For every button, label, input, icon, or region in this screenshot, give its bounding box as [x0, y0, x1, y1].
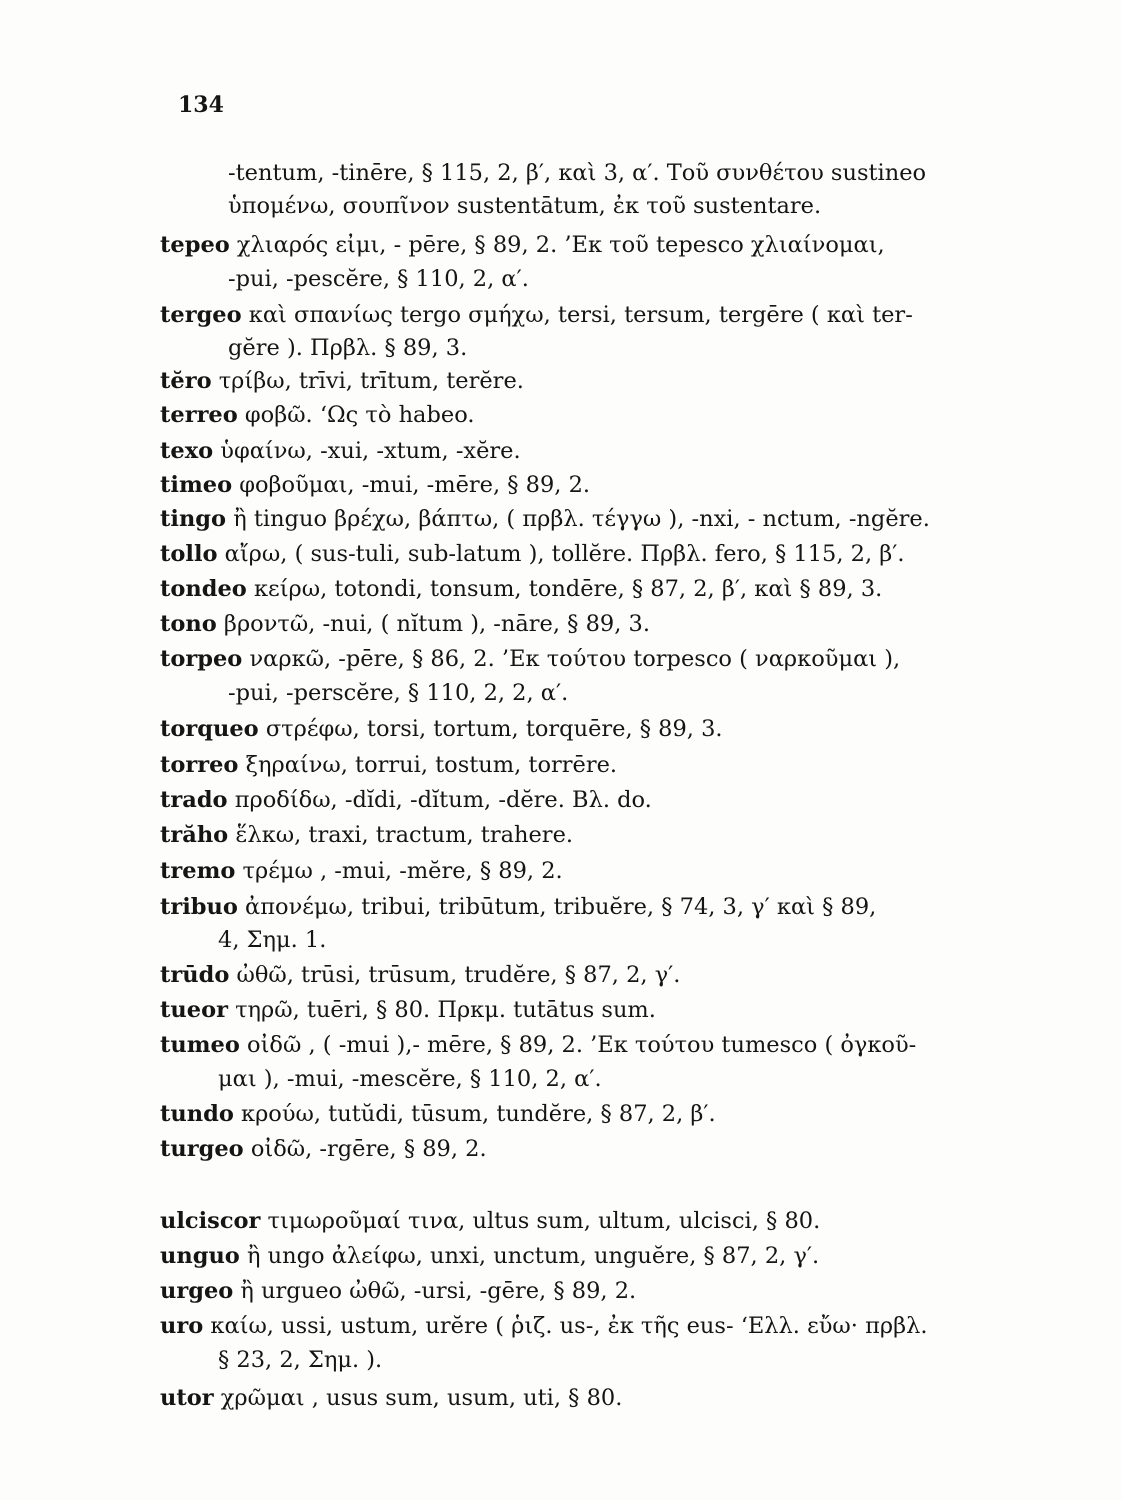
entry-line-timeo	[160, 474, 590, 497]
entry-text: ἕλκω, traxi, tractum, trahere.	[228, 822, 574, 848]
entry-line-urgeo	[160, 1280, 636, 1303]
headword: uro	[160, 1313, 204, 1339]
entry-text: τρέμω , -mui, -mĕre, § 89, 2.	[235, 858, 563, 884]
headword: texo	[160, 438, 214, 464]
entry-text: ἢ tinguo βρέχω, βάπτω, ( πρβλ. τέγγω ), -nxi, - nctum, -ngĕre.	[226, 506, 930, 532]
entry-text: βροντῶ, -nui, ( nĭtum ), -nāre, § 89, 3.	[216, 611, 650, 637]
headword: urgeo	[160, 1278, 234, 1304]
headword: turgeo	[160, 1136, 244, 1162]
entry-line-tribuo	[160, 896, 876, 919]
headword: tueor	[160, 997, 228, 1023]
headword: tollo	[160, 541, 218, 567]
headword: trūdo	[160, 962, 230, 988]
continuation-line	[228, 337, 467, 360]
headword: terreo	[160, 402, 238, 428]
entry-text: προδίδω, -dĭdi, -dĭtum, -dĕre. Βλ. do.	[227, 787, 652, 813]
entry-line-tremo	[160, 860, 563, 883]
headword: timeo	[160, 472, 233, 498]
entry-line-trado	[160, 789, 652, 812]
entry-text: φοβοῦμαι, -mui, -mēre, § 89, 2.	[232, 472, 591, 498]
entry-line-tueor	[160, 999, 656, 1022]
entry-line-uro	[160, 1315, 928, 1338]
entry-text: ἀπονέμω, tribui, tribūtum, tribuĕre, § 74, 3, γ′ καὶ § 89,	[237, 894, 877, 920]
entry-line-tumeo	[160, 1034, 916, 1057]
entry-line-texo	[160, 440, 521, 463]
headword: tingo	[160, 506, 227, 532]
headword: utor	[160, 1385, 214, 1411]
entry-line-tundo	[160, 1103, 716, 1126]
entry-line-torpeo	[160, 648, 900, 671]
entry-line-turgeo	[160, 1138, 487, 1161]
headword: torpeo	[160, 646, 243, 672]
entry-text: τρίβω, trīvi, trītum, terĕre.	[211, 368, 524, 394]
entry-text: καὶ σπανίως tergo σμήχω, tersi, tersum, tergēre ( καὶ ter-	[241, 302, 913, 328]
continuation-line	[228, 162, 926, 185]
headword: tepeo	[160, 232, 230, 258]
entry-text: κείρω, totondi, tonsum, tondēre, § 87, 2, β′, καὶ § 89, 3.	[246, 576, 883, 602]
entry-text: τηρῶ, tuēri, § 80. Πρκμ. tutātus sum.	[227, 997, 656, 1023]
entry-text: μαι ), -mui, -mescĕre, § 110, 2, α′.	[218, 1066, 602, 1092]
entry-text: τιμωροῦμαί τινα, ultus sum, ultum, ulcisci, § 80.	[260, 1208, 821, 1234]
headword: trăho	[160, 822, 229, 848]
entry-line-trăho	[160, 824, 573, 847]
entry-text: χρῶμαι , usus sum, usum, uti, § 80.	[213, 1385, 623, 1411]
entry-line-trūdo	[160, 964, 680, 987]
entry-text: ὑπομένω, σουπῖνον sustentātum, ἐκ τοῦ sustentare.	[228, 193, 822, 219]
headword: torreo	[160, 752, 239, 778]
entry-line-tono	[160, 613, 650, 636]
entry-text: ἢ urgueo ὠθῶ, -ursi, -gēre, § 89, 2.	[233, 1278, 637, 1304]
entry-text: ἢ ungo ἀλείφω, unxi, unctum, unguĕre, § 87, 2, γ′.	[239, 1243, 820, 1269]
headword: tremo	[160, 858, 236, 884]
entry-text: χλιαρός εἰμι, - pēre, § 89, 2. ’Εκ τοῦ tepesco χλιαίνομαι,	[229, 232, 885, 258]
entry-text: κρούω, tutŭdi, tūsum, tundĕre, § 87, 2, β′.	[233, 1101, 716, 1127]
entry-text: οἰδῶ , ( -mui ),- mēre, § 89, 2. ’Εκ τούτου tumesco ( ὀγκοῦ-	[239, 1032, 917, 1058]
entry-text: καίω, ussi, ustum, urĕre ( ῥιζ. us-, ἐκ τῆς eus- ‘Ελλ. εὔω· πρβλ.	[203, 1313, 928, 1339]
headword: ulciscor	[160, 1208, 261, 1234]
entry-text: gĕre ). Πρβλ. § 89, 3.	[228, 335, 468, 361]
entry-line-utor	[160, 1387, 622, 1410]
headword: tondeo	[160, 576, 247, 602]
headword: unguo	[160, 1243, 240, 1269]
entry-text: στρέφω, torsi, tortum, torquēre, § 89, 3.	[258, 716, 723, 742]
entry-line-tepeo	[160, 234, 885, 257]
entry-text: 4, Σημ. 1.	[218, 927, 327, 953]
entry-line-unguo	[160, 1245, 819, 1268]
entry-line-tingo	[160, 508, 930, 531]
continuation-line	[228, 682, 568, 705]
continuation-line	[218, 1349, 382, 1372]
headword: tumeo	[160, 1032, 240, 1058]
headword: tergeo	[160, 302, 242, 328]
continuation-line	[218, 1068, 602, 1091]
headword: torqueo	[160, 716, 259, 742]
entry-line-tergeo	[160, 304, 913, 327]
entry-line-tollo	[160, 543, 905, 566]
entry-text: ὑφαίνω, -xui, -xtum, -xĕre.	[213, 438, 521, 464]
headword: trado	[160, 787, 228, 813]
entry-line-torqueo	[160, 718, 723, 741]
entry-text: § 23, 2, Σημ. ).	[218, 1347, 383, 1373]
headword: tĕro	[160, 368, 212, 394]
continuation-line	[228, 268, 529, 291]
entry-line-terreo	[160, 404, 475, 427]
entry-line-ulciscor	[160, 1210, 820, 1233]
entry-text: -tentum, -tinēre, § 115, 2, β′, καὶ 3, α′. Τοῦ συνθέτου sustineo	[228, 160, 927, 186]
entry-text: -pui, -perscĕre, § 110, 2, 2, α′.	[228, 680, 569, 706]
entry-line-torreo	[160, 754, 617, 777]
entry-line-tĕro	[160, 370, 524, 393]
entry-text: ξηραίνω, torrui, tostum, torrēre.	[238, 752, 618, 778]
entry-text: ὠθῶ, trūsi, trūsum, trudĕre, § 87, 2, γ′.	[229, 962, 681, 988]
entry-text: οἰδῶ, -rgēre, § 89, 2.	[243, 1136, 487, 1162]
entry-text: -pui, -pescĕre, § 110, 2, α′.	[228, 266, 529, 292]
entry-text: ναρκῶ, -pēre, § 86, 2. ’Εκ τούτου torpesco ( ναρκοῦμαι ),	[242, 646, 901, 672]
headword: tribuo	[160, 894, 238, 920]
headword: tono	[160, 611, 217, 637]
continuation-line	[218, 929, 326, 952]
entry-line-tondeo	[160, 578, 882, 601]
headword: tundo	[160, 1101, 234, 1127]
page-number: 134	[178, 92, 224, 118]
continuation-line	[228, 195, 821, 218]
entry-text: αἴρω, ( sus-tuli, sub-latum ), tollĕre. Πρβλ. fero, § 115, 2, β′.	[217, 541, 905, 567]
entry-text: φοβῶ. ‘Ως τὸ habeo.	[237, 402, 475, 428]
